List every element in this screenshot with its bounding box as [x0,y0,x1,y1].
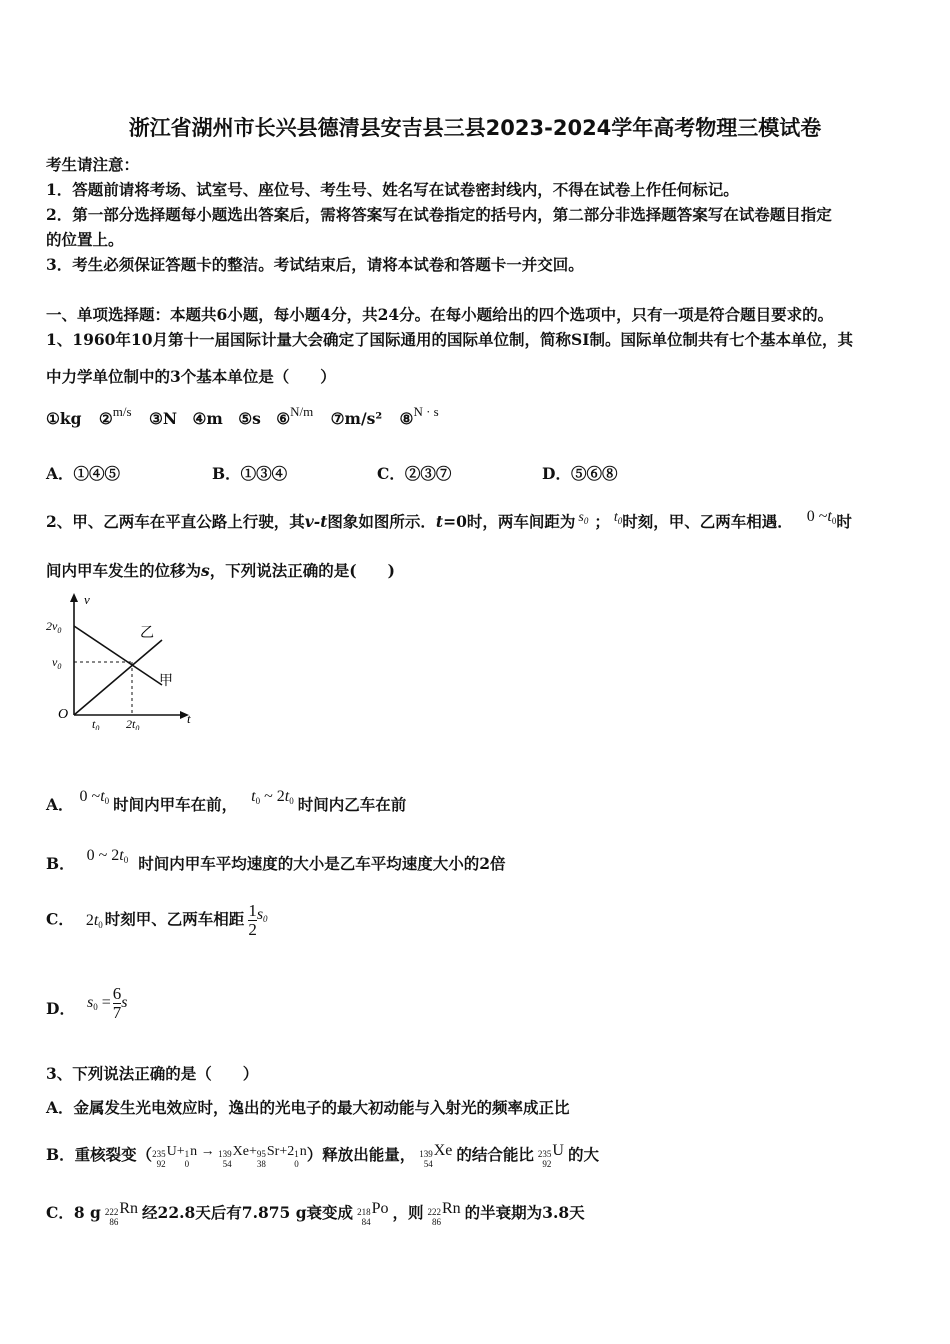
notice-item: 1．答题前请将考场、试室号、座位号、考生号、姓名写在试卷密封线内，不得在试卷上作任何标记。 [46,180,739,199]
unit-2-value: m/s [112,404,132,419]
label-yi: 乙 [140,625,154,641]
q2-option-d[interactable]: D． $s_0$ = $\frac{6}{7}$ s [46,984,128,1022]
q1-stem-line2: 中力学单位制中的3个基本单位是（ ） [46,367,336,386]
q3-option-c[interactable]: C．8 g 222 86 Rn 经22.8天后有7.875 g衰变成 218 84 Po ，则 222 86 Rn 的半衰期为3.8天 [46,1200,585,1227]
q1-units [46,404,439,428]
x-axis-label: t [187,711,191,726]
y-tick-2v0: $2v_0$ [46,619,62,635]
q2-text: 时刻，甲、乙两车相遇． [622,512,793,531]
rn-nuclide [104,1200,139,1227]
unit-8-label: ⑧ [399,409,414,428]
nuclide-symbol: 95 38 Sr [256,1144,280,1169]
label-jia: 甲 [159,673,173,689]
unit-6-value: N/m [290,404,314,419]
q2-text: 图象如图所示． [327,512,436,531]
q1-option-b[interactable]: B．①③④ [212,464,288,483]
unit-2-label: ② [98,409,113,428]
q2-semicolon: ； [594,512,610,531]
nuclide-symbol: 235 92 U [537,1142,564,1169]
notice-heading: 考生请注意： [46,155,140,174]
section-heading: 一、单项选择题：本题共6小题，每小题4分，共24分。在每小题给出的四个选项中，只有一项是符合题目要求的。 [46,305,834,324]
q2-range: 0 $\sim t_0$ [806,508,837,526]
equation-operator: → [197,1144,219,1159]
nuclide-symbol: 139 54 Xe [419,1142,453,1169]
unit-3: ③N [149,409,178,428]
po-nuclide [357,1200,389,1227]
origin-label: O [58,707,69,722]
q1-option-c[interactable]: C．②③⑦ [377,464,452,483]
unit-7: ⑦m/s² [330,409,383,428]
q2-text: 2、甲、乙两车在平直公路上行驶，其 [46,512,305,531]
q3-stem: 3、下列说法正确的是（ ） [46,1064,259,1083]
page-title: 浙江省湖州市长兴县德清县安吉县三县2023-2024学年高考物理三模试卷 [128,116,822,140]
nuclide-symbol: 222 86 Rn [104,1200,139,1227]
nuclide-symbol: 222 86 Rn [427,1200,461,1227]
unit-8-value: N · s [413,404,439,419]
nuclide-symbol: 235 92 U [152,1144,177,1169]
unit-5: ⑤s [238,409,261,428]
notice-item: 2．第一部分选择题每小题选出答案后，需将答案写在试卷指定的括号内，第二部分非选择题答案写在试卷题目指定 [46,205,832,224]
vt-graph [44,590,194,730]
q2-s0: $s_0$ [578,510,589,526]
q2-option-b[interactable]: B． 0 ~ $2t_0$ 时间内甲车平均速度的大小是乙车平均速度大小的2倍 [46,847,506,873]
xe-nuclide [419,1142,453,1169]
y-axis-label: v [84,592,90,607]
u-nuclide [537,1142,564,1169]
q3-option-b[interactable]: B．重核裂变（ 235 92 U+ 1 0 n → 139 54 Xe+ 95 38 Sr+2 1 0 n）释放出能量， 139 54 Xe 的结合能比 235 92 U 的大 [46,1142,599,1169]
nuclide-symbol: 1 0 n [184,1144,198,1169]
equation-operator: +2 [279,1144,295,1159]
x-tick-2t0: $2t_0$ [126,717,140,730]
x-tick-t0: $t_0$ [92,717,100,730]
q2-text: 时 [836,512,852,531]
q3-option-a[interactable]: A．金属发生光电效应时，逸出的光电子的最大初动能与入射光的频率成正比 [46,1098,570,1117]
nuclide-symbol: 218 84 Po [357,1200,389,1227]
q2-stem-line2: 间内甲车发生的位移为s，下列说法正确的是( ) [46,561,395,580]
equation-operator: + [248,1144,257,1159]
q2-t0: $t_0$ [613,510,623,526]
fission-equation [152,1144,307,1169]
notice-item: 3．考生必须保证答题卡的整洁。考试结束后，请将本试卷和答题卡一并交回。 [46,255,584,274]
nuclide-symbol: 139 54 Xe [218,1144,249,1169]
q2-text: =0时，两车间距为 [443,512,576,531]
unit-1: ①kg [46,409,82,428]
unit-6-label: ⑥ [276,409,291,428]
q2-vt: v-t [304,512,328,531]
rn-nuclide [427,1200,461,1227]
q1-option-a[interactable]: A．①④⑤ [46,464,121,483]
q1-option-d[interactable]: D．⑤⑥⑧ [542,464,618,483]
nuclide-symbol: 1 0 n [294,1144,307,1169]
unit-4: ④m [192,409,223,428]
q2-t: t [435,512,444,531]
q2-option-c[interactable]: C． $2t_0$ 时刻甲、乙两车相距 $\frac{1}{2}$ $s_0$ [46,901,268,939]
notice-item: 的位置上。 [46,230,124,249]
y-tick-v0: $v_0$ [52,655,62,671]
line-yi [74,640,162,715]
equation-operator: + [176,1144,185,1159]
q1-stem-line1: 1、1960年10月第十一届国际计量大会确定了国际通用的国际单位制，简称SI制。国际单位制共有七个基本单位，其 [46,330,853,349]
q2-option-a[interactable]: A． 0 $\sim t_0$ 时间内甲车在前， $t_0$ ~ $2t_0$ 时间内乙车在前 [46,788,407,814]
y-axis-arrow [70,593,78,602]
q2-stem-line1 [46,508,852,532]
